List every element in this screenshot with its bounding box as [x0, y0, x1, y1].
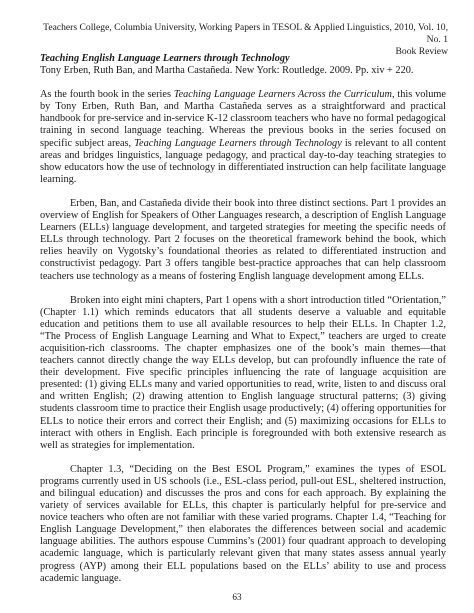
book-title-inline: Teaching Language Learners through Technology — [134, 137, 342, 149]
paragraph-1 — [40, 89, 446, 186]
series-title: Teaching Language Learners Across the Curriculum — [173, 89, 392, 101]
paragraph-1-text-c: , this volume by Tony Erben, Ruth Ban, and Martha Castañeda serves as a straightforward and practical handbook for pre-service and in-service K-12 classroom teachers who have no formal pedagogical training in second language teaching. Whereas the previous books in the series focused on specific subject areas, — [40, 89, 446, 149]
book-publication-info: Tony Erben, Ruth Ban, and Martha Castañeda. New York: Routledge. 2009. Pp. xiv + 220. — [40, 65, 414, 77]
paragraph-2: Erben, Ban, and Castañeda divide their book into three distinct sections. Part 1 provides an overview of English for Speakers of Other Languages research, a description of English Language Learners (ELLs) language development, and targeted strategies for meeting the specific needs of ELLs through technology. Part 2 focuses on the theoretical framework behind the book, which relies heavily on Vygotsky’s foundational theories as related to differentiated instruction and constructivist pedagogy. Part 3 offers tangible best-practice approaches that can help classroom teachers use technology as a means of fostering English language development among ELLs. — [40, 197, 446, 282]
book-reference — [40, 53, 446, 77]
journal-citation: Teachers College, Columbia University, Working Papers in TESOL & Applied Linguistics, 2010, Vol. 10, No. 1 — [43, 22, 448, 45]
section-label: Book Review — [395, 46, 448, 57]
paragraph-4: Chapter 1.3, “Deciding on the Best ESOL Program,” examines the types of ESOL programs currently used in US schools (i.e., ESL-class period, pull-out ESL, sheltered instruction, and bilingual education) and discusses the pros and cons for each approach. By explaining the variety of services available for ELLs, this chapter is particularly helpful for pre-service and novice teachers who often are not familiar with these varied programs. Chapter 1.4, “Teaching for English Language Development,” then elaborates the differences between social and academic language abilities. The authors espouse Cummins’s (2001) four quadrant approach to developing academic language, which is particularly relevant given that many states assess annual yearly progress (AYP) among their ELL populations based on the ELLs’ ability to use and process academic language. — [40, 463, 446, 584]
book-title: Teaching English Language Learners through Technology — [40, 53, 290, 64]
paragraph-1-text-e: is relevant to all content areas and bridges linguistics, language pedagogy, and practical day-to-day teaching strategies to show educators how the use of technology in differentiated instruction can help facilitate language learning. — [40, 137, 446, 185]
paragraph-3: Broken into eight mini chapters, Part 1 opens with a short introduction titled “Orientation,” (Chapter 1.1) which reminds educators that all students deserve a valuable and equitable education and petitions them to use all available resources to help their ELLs. In Chapter 1.2, “The Process of English Language Learning and What to Expect,” teachers are urged to create acquisition-rich classrooms. The chapter emphasizes one of the book’s main themes—that teachers cannot directly change the way ELLs develop, but can profoundly influence the rate of their development. Five specific principles influencing the rate of language acquisition are presented: (1) giving ELLs many and varied opportunities to read, write, listen to and discuss oral and written English; (2) drawing attention to English language structural patterns; (3) giving students classroom time to practice their English usage productively; (4) offering opportunities for ELLs to notice their errors and correct their English; and (5) maximizing occasions for ELLs to interact with others in English. Each principle is foregrounded with both extensive research as well as strategies for implementation. — [40, 294, 446, 451]
review-body — [40, 53, 446, 585]
paragraph-1-text-a: As the fourth book in the series — [40, 89, 174, 101]
page-number: 63 — [232, 592, 242, 602]
